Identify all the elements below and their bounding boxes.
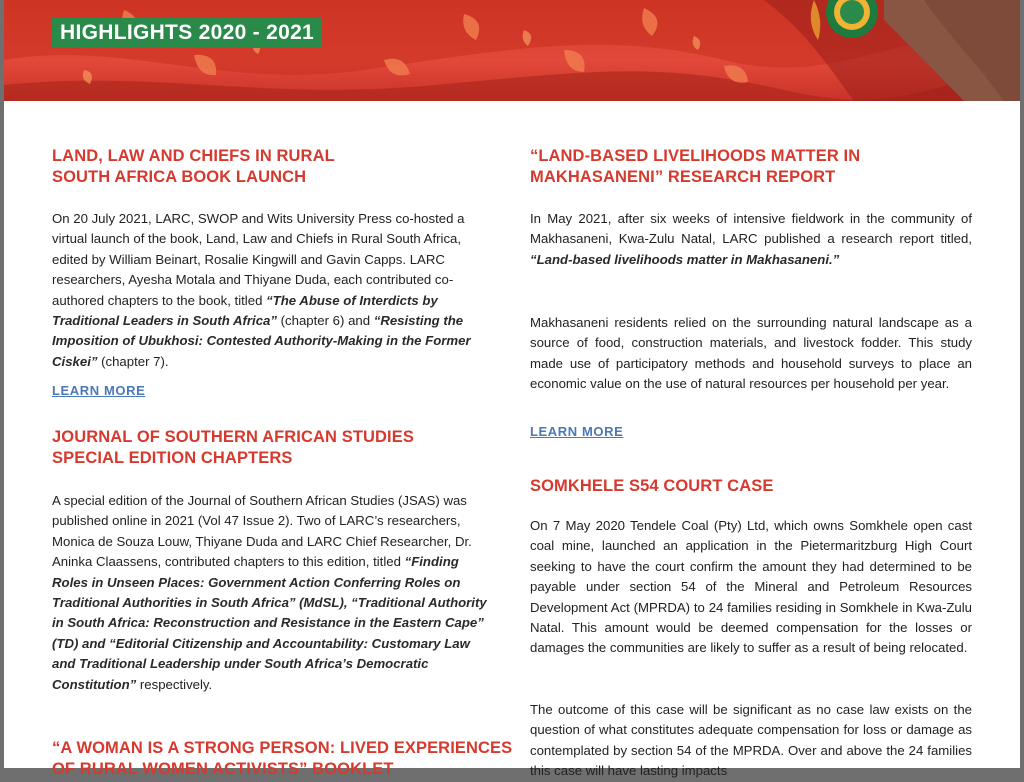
jsas-paragraph: A special edition of the Journal of Southern African Studies (JSAS) was published online in 2021 (Vol 47 Issue 2). Two of LARC’s researchers, Monica de Souza Louw, Thiyane Duda and LARC Chief Researcher, Dr. Aninka Claassens, contributed chapters to this edition, titled “Finding Roles in Unseen Places: Government Action Conferring Roles on Traditional Authorities in South Africa” (MdSL), “Traditional Authority in South Africa: Reconstruction and Resistance in the Eastern Cape” (TD) and “Editorial Citizenship and Accountability: Customary Law and Traditional Leadership under South Africa’s Democratic Constitution” respectively. [52,493,487,692]
livelihoods-paragraph-1: In May 2021, after six weeks of intensive fieldwork in the community of Makhasaneni, Kwa-Zulu Natal, LARC published a research report titled, “Land-based livelihoods matter in Makhasaneni.” [530,211,972,267]
book-launch-title-line2: SOUTH AFRICA BOOK LAUNCH [52,168,307,186]
livelihoods-learn-more-link[interactable]: LEARN MORE [530,424,624,439]
document-page [4,0,1020,779]
somkhele-paragraph-2: The outcome of this case will be significant as no case law exists on the question of what constitutes adequate compensation for loss or damage as contemplated by section 54 of the MPRDA. Over and above the 24 families this case will have lasting impacts [530,702,972,779]
highlights-title: HIGHLIGHTS 2020 - 2021 [52,18,322,48]
banner-illustration [4,0,1020,101]
livelihoods-paragraph-2: Makhasaneni residents relied on the surrounding natural landscape as a source of food, construction materials, and livestock fodder. This study made use of participatory methods and household surveys to place an economic value on the use of natural resources per household per year. [530,315,972,392]
jsas-title-line2: SPECIAL EDITION CHAPTERS [52,449,293,467]
livelihoods-title-line2: MAKHASANENI” RESEARCH REPORT [530,168,836,186]
woman-booklet-title-line1: “A WOMAN IS A STRONG PERSON: LIVED EXPERIENCES [52,739,513,757]
book-launch-learn-more-link[interactable]: LEARN MORE [52,383,146,398]
book-launch-paragraph: On 20 July 2021, LARC, SWOP and Wits University Press co-hosted a virtual launch of the book, Land, Law and Chiefs in Rural South Africa, edited by William Beinart, Rosalie Kingwill and Gavin Capps. LARC researchers, Ayesha Motala and Thiyane Duda, each contributed co-authored chapters to the book, titled “The Abuse of Interdicts by Traditional Leaders in South Africa” (chapter 6) and “Resisting the Imposition of Ubukhosi: Contested Authority-Making in the Former Ciskei” (chapter 7). [52,211,471,369]
woman-booklet-title-line2: OF RURAL WOMEN ACTIVISTS” BOOKLET [52,760,394,778]
somkhele-paragraph-1: On 7 May 2020 Tendele Coal (Pty) Ltd, which owns Somkhele open cast coal mine, launched an application in the Pietermaritzburg High Court seeking to have the court confirm the amount they had determined to be payable under section 54 of the Mineral and Petroleum Resources Development Act (MPRDA) to 24 families residing in Somkhele in Kwa-Zulu Natal. This amount would be deemed compensation for the losses or damages the communities are likely to suffer as a result of being relocated. [530,518,972,656]
somkhele-title: SOMKHELE S54 COURT CASE [530,477,774,495]
header-banner [4,0,1020,101]
jsas-title-line1: JOURNAL OF SOUTHERN AFRICAN STUDIES [52,428,414,446]
book-launch-title-line1: LAND, LAW AND CHIEFS IN RURAL [52,147,335,165]
livelihoods-title-line1: “LAND-BASED LIVELIHOODS MATTER IN [530,147,861,165]
